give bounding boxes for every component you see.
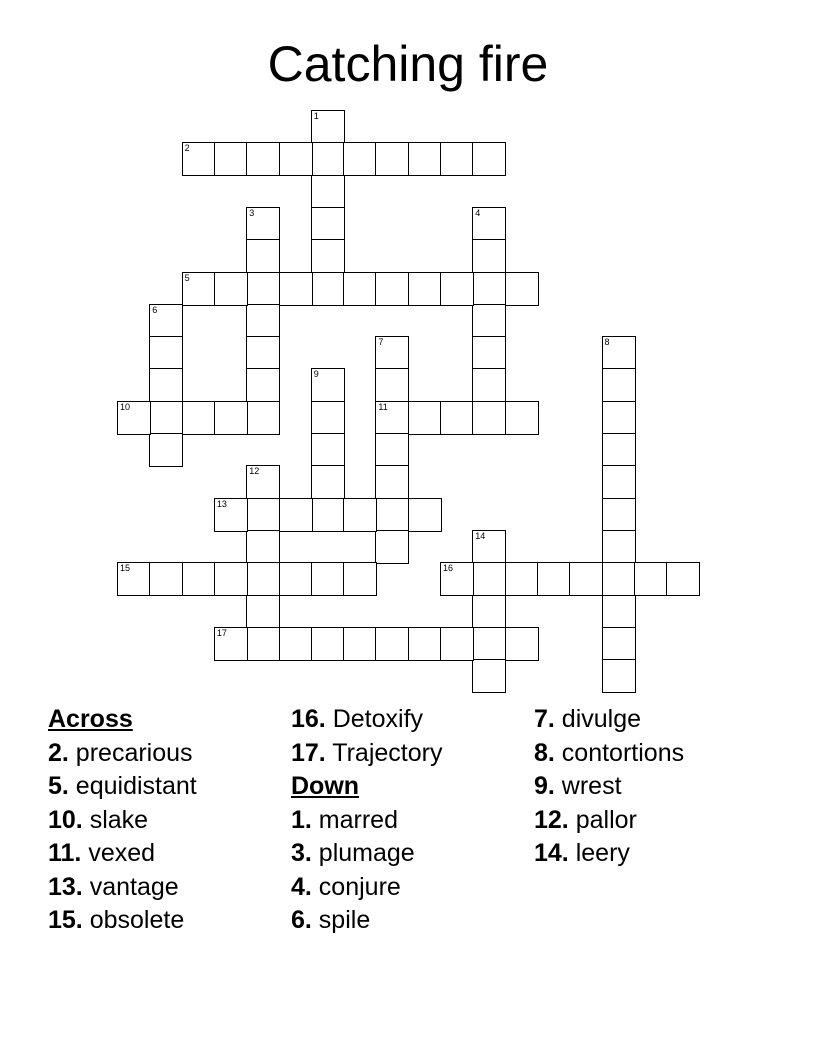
clue-item <box>48 904 288 938</box>
clue-number: 7 <box>378 337 384 348</box>
clue-item <box>48 837 288 871</box>
clue-item-number: 14. <box>534 839 569 867</box>
grid-cell[interactable] <box>311 627 345 661</box>
grid-cell[interactable] <box>343 272 377 306</box>
grid-cell[interactable] <box>472 239 506 273</box>
grid-cell[interactable] <box>246 465 280 499</box>
clue-item-text: wrest <box>554 772 622 800</box>
grid-cell[interactable] <box>149 368 183 402</box>
clue-item-text: obsolete <box>82 906 185 934</box>
clue-item-number: 8. <box>534 738 555 767</box>
grid-cell[interactable] <box>472 142 506 176</box>
puzzle-title: Catching fire <box>267 36 549 92</box>
grid-cell[interactable] <box>279 272 313 306</box>
clue-number: 5 <box>184 272 190 283</box>
grid-cell[interactable] <box>343 498 377 532</box>
grid-cell[interactable] <box>246 368 280 402</box>
clue-item-text: slake <box>82 805 149 834</box>
clue-number: 8 <box>604 337 610 348</box>
grid-cell[interactable] <box>279 627 313 661</box>
grid-cell[interactable] <box>472 595 506 629</box>
grid-cell[interactable] <box>408 627 442 661</box>
grid-cell[interactable] <box>375 465 409 499</box>
grid-cell[interactable] <box>149 433 183 467</box>
grid-cell[interactable] <box>311 465 345 499</box>
clue-item <box>48 871 288 905</box>
clue-number: 1 <box>313 111 319 121</box>
clue-item-text: plumage <box>311 839 415 867</box>
grid-cell[interactable] <box>602 368 636 402</box>
clue-item-text: equidistant <box>68 772 197 800</box>
grid-cell[interactable] <box>311 207 345 241</box>
grid-cell[interactable] <box>602 530 636 564</box>
grid-cell[interactable] <box>246 272 280 306</box>
clue-item <box>48 804 288 838</box>
grid-cell[interactable] <box>343 562 377 596</box>
clue-item-number: 12. <box>534 805 569 834</box>
down-header: Down <box>291 772 360 800</box>
grid-cell[interactable] <box>311 110 345 144</box>
clue-number: 10 <box>120 401 131 412</box>
clues-column-3 <box>534 703 774 871</box>
clue-item-number: 6. <box>291 906 312 934</box>
grid-cell[interactable] <box>505 272 539 306</box>
grid-cell[interactable] <box>311 175 345 209</box>
across-clue-list <box>48 737 288 938</box>
grid-cell[interactable] <box>472 304 506 338</box>
grid-cell[interactable] <box>182 562 216 596</box>
grid-cell[interactable] <box>343 627 377 661</box>
across-header: Across <box>48 705 133 733</box>
grid-cell[interactable] <box>214 627 248 661</box>
clue-item-text: divulge <box>554 705 642 733</box>
grid-cell[interactable] <box>279 498 313 532</box>
clue-item <box>291 837 531 871</box>
clue-item-text: conjure <box>311 872 401 901</box>
grid-cell[interactable] <box>569 562 603 596</box>
clue-item-text: Trajectory <box>325 738 443 767</box>
grid-cell[interactable] <box>246 627 280 661</box>
clue-number: 14 <box>475 530 486 541</box>
grid-cell[interactable] <box>602 562 636 596</box>
grid-cell[interactable] <box>311 142 345 176</box>
grid-cell[interactable] <box>634 562 668 596</box>
grid-cell[interactable] <box>279 562 313 596</box>
clue-item <box>291 703 531 737</box>
across-clue-list-continued <box>291 703 531 770</box>
grid-cell[interactable] <box>472 336 506 370</box>
grid-cell[interactable] <box>505 562 539 596</box>
grid-cell[interactable] <box>214 498 248 532</box>
grid-cell[interactable] <box>375 498 409 532</box>
grid-cell[interactable] <box>472 659 506 693</box>
clue-number: 9 <box>313 369 319 380</box>
grid-cell[interactable] <box>311 401 345 435</box>
grid-cell[interactable] <box>246 530 280 564</box>
grid-cell[interactable] <box>214 562 248 596</box>
clue-item <box>534 737 774 771</box>
clue-item <box>48 737 288 771</box>
grid-cell[interactable] <box>505 627 539 661</box>
grid-cell[interactable] <box>214 401 248 435</box>
grid-cell[interactable] <box>375 272 409 306</box>
grid-cell[interactable] <box>246 142 280 176</box>
grid-cell[interactable] <box>375 142 409 176</box>
grid-cell[interactable] <box>149 401 183 435</box>
grid-cell[interactable] <box>311 562 345 596</box>
clue-item-text: vantage <box>82 872 179 901</box>
grid-cell[interactable] <box>602 465 636 499</box>
grid-cell[interactable] <box>602 336 636 370</box>
clue-item-text: contortions <box>554 738 685 767</box>
grid-cell[interactable] <box>311 498 345 532</box>
clue-item-text: marred <box>311 805 398 834</box>
grid-cell[interactable] <box>602 498 636 532</box>
grid-cell[interactable] <box>246 336 280 370</box>
grid-cell[interactable] <box>214 272 248 306</box>
clue-number: 13 <box>216 498 227 509</box>
clue-number: 15 <box>120 563 131 574</box>
grid-cell[interactable] <box>472 562 506 596</box>
clue-item <box>534 703 774 737</box>
clue-item-number: 2. <box>48 738 69 767</box>
grid-cell[interactable] <box>214 142 248 176</box>
grid-cell[interactable] <box>311 433 345 467</box>
grid-cell[interactable] <box>375 368 409 402</box>
clue-number: 11 <box>378 401 388 412</box>
clue-item <box>291 804 531 838</box>
grid-cell[interactable] <box>440 272 474 306</box>
grid-cell[interactable] <box>246 207 280 241</box>
clue-number: 17 <box>216 627 227 638</box>
grid-cell[interactable] <box>311 368 345 402</box>
grid-cell[interactable] <box>472 272 506 306</box>
clue-item-number: 1. <box>291 805 312 834</box>
clue-item <box>291 737 531 771</box>
grid-cell[interactable] <box>311 239 345 273</box>
grid-cell[interactable] <box>602 401 636 435</box>
grid-cell[interactable] <box>246 498 280 532</box>
grid-cell[interactable] <box>375 530 409 564</box>
clue-item-text: leery <box>568 839 630 867</box>
grid-cell[interactable] <box>472 627 506 661</box>
clue-item-text: vexed <box>81 839 156 867</box>
grid-cell[interactable] <box>505 401 539 435</box>
clue-item-number: 16. <box>291 705 326 733</box>
grid-cell[interactable] <box>440 142 474 176</box>
clue-item-number: 11. <box>48 839 82 867</box>
grid-cell[interactable] <box>375 433 409 467</box>
grid-cell[interactable] <box>666 562 700 596</box>
grid-cell[interactable] <box>602 595 636 629</box>
clue-number: 6 <box>152 304 158 315</box>
grid-cell[interactable] <box>246 239 280 273</box>
grid-cell[interactable] <box>408 272 442 306</box>
clue-item-number: 13. <box>48 872 83 901</box>
grid-cell[interactable] <box>246 304 280 338</box>
grid-cell[interactable] <box>149 336 183 370</box>
clue-item <box>48 770 288 804</box>
clue-item-number: 5. <box>48 772 69 800</box>
clue-item <box>291 904 531 938</box>
clue-item-number: 3. <box>291 839 312 867</box>
grid-cell[interactable] <box>375 401 409 435</box>
grid-cell[interactable] <box>472 207 506 241</box>
grid-cell[interactable] <box>117 401 151 435</box>
grid-cell[interactable] <box>602 659 636 693</box>
down-clue-list <box>291 804 531 938</box>
clue-item <box>291 871 531 905</box>
clue-number: 12 <box>249 466 260 477</box>
grid-cell[interactable] <box>182 401 216 435</box>
clue-item-number: 15. <box>48 906 83 934</box>
clue-item-text: Detoxify <box>325 705 424 733</box>
grid-cell[interactable] <box>602 433 636 467</box>
clue-item <box>534 837 774 871</box>
grid-cell[interactable] <box>149 304 183 338</box>
clue-item <box>534 770 774 804</box>
clue-item-number: 9. <box>534 772 555 800</box>
grid-cell[interactable] <box>440 627 474 661</box>
grid-cell[interactable] <box>246 401 280 435</box>
clue-item-number: 17. <box>291 738 326 767</box>
grid-cell[interactable] <box>440 562 474 596</box>
grid-cell[interactable] <box>472 401 506 435</box>
grid-cell[interactable] <box>182 142 216 176</box>
clue-item-number: 4. <box>291 872 312 901</box>
clue-number: 16 <box>443 563 454 574</box>
grid-cell[interactable] <box>440 401 474 435</box>
grid-cell[interactable] <box>343 142 377 176</box>
clue-item-text: pallor <box>568 805 637 834</box>
clue-item-number: 7. <box>534 705 555 733</box>
grid-cell[interactable] <box>149 562 183 596</box>
clue-item-text: precarious <box>68 738 193 767</box>
grid-cell[interactable] <box>117 562 151 596</box>
clues-column-1 <box>48 703 288 938</box>
clues-column-2 <box>291 703 531 938</box>
grid-cell[interactable] <box>537 562 571 596</box>
clue-number: 3 <box>249 207 255 218</box>
down-clue-list-continued <box>534 703 774 871</box>
grid-cell[interactable] <box>472 368 506 402</box>
clue-item <box>534 804 774 838</box>
clue-item-text: spile <box>311 906 371 934</box>
grid-cell[interactable] <box>246 562 280 596</box>
grid-cell[interactable] <box>408 142 442 176</box>
grid-cell[interactable] <box>246 595 280 629</box>
grid-cell[interactable] <box>311 272 345 306</box>
grid-cell[interactable] <box>408 498 442 532</box>
clue-number: 4 <box>475 207 481 218</box>
grid-cell[interactable] <box>472 530 506 564</box>
grid-cell[interactable] <box>602 627 636 661</box>
grid-cell[interactable] <box>182 272 216 306</box>
grid-cell[interactable] <box>408 401 442 435</box>
grid-cell[interactable] <box>279 142 313 176</box>
grid-cell[interactable] <box>375 627 409 661</box>
clue-number: 2 <box>184 143 190 154</box>
grid-cell[interactable] <box>375 336 409 370</box>
clue-item-number: 10. <box>48 805 83 834</box>
